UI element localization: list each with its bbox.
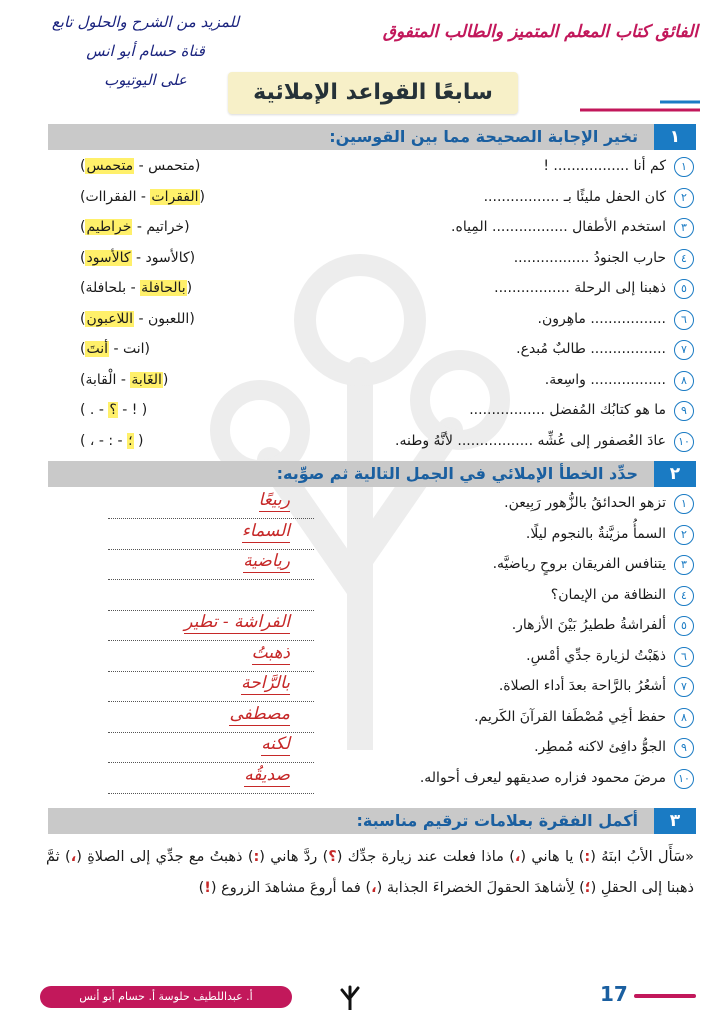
question-number: ٩ (674, 401, 694, 421)
question-text: أشعُرُ بالرَّاحة بعدَ أداء الصلاة. (498, 678, 666, 694)
option-text: - بلحافلة) (80, 280, 141, 296)
question-text: ألفراشةُ ططيرُ بَيْنَ الأزهار. (511, 617, 666, 633)
question-text: ذهبنا إلى الرحلة ................. (494, 280, 666, 296)
question-text: السمأُ مزيَّنةٌ بالنجوم ليلًا. (525, 525, 666, 542)
paragraph-text: ) فما أروعَ مشاهدَ الزروع ( (210, 880, 372, 896)
question-row (44, 367, 696, 398)
paragraph-text: ) لِأشاهدَ الحقولَ الخضراءَ الجذابة ( (376, 880, 585, 896)
option-text: - . ) (80, 402, 109, 418)
question-number: ٣ (674, 218, 694, 238)
question-number: ٣ (674, 555, 694, 575)
question-row (44, 765, 696, 796)
option-text: ) (80, 341, 86, 357)
selected-option: أنتَ (86, 341, 109, 357)
handwritten-answer: صديقُه (244, 764, 290, 785)
selected-option: كالأسود (86, 249, 131, 266)
section-2-header (48, 461, 696, 487)
question-text: استخدم الأطفال ................. المِياه. (451, 219, 666, 235)
selected-option: ؛ (128, 432, 133, 449)
question-number: ١٠ (674, 769, 694, 789)
chapter-title-box (228, 72, 518, 114)
answer-line (108, 490, 314, 519)
selected-option: خراطيم (86, 219, 132, 235)
question-text: الجوُّ دافِئ لاكنه مُمطِر. (534, 739, 666, 755)
question-text: ................. واسِعة. (544, 371, 666, 388)
question-number: ٥ (674, 616, 694, 636)
section-1-header (48, 124, 696, 150)
question-text: حارب الجنودُ ................. (513, 249, 666, 266)
question-row (44, 306, 696, 337)
answer-options (80, 215, 190, 239)
book-title: الفائق كتاب المعلم المتميز والطالب المتفوق (382, 22, 698, 42)
question-row (44, 612, 696, 643)
punctuation-paragraph (46, 842, 694, 904)
answer-options (80, 154, 200, 178)
question-row (44, 275, 696, 306)
punctuation-answer: ! (204, 880, 211, 896)
answer-options (80, 276, 192, 300)
question-number: ٧ (674, 677, 694, 697)
selected-option: متحمس (86, 158, 134, 174)
paragraph-text: ) ماذا فعلت عند زيارة جدِّك ( (336, 849, 515, 865)
page-number-stripe (634, 994, 696, 998)
corner-stripe-icon (580, 96, 700, 116)
section-number: ٢ (654, 461, 696, 487)
punctuation-answer: ؛ (584, 880, 591, 896)
paragraph-text: ) يا هاني ( (520, 849, 585, 865)
answer-line (108, 521, 314, 550)
handwritten-note-line: للمزيد من الشرح والحلول تابع (51, 13, 240, 31)
question-row (44, 214, 696, 245)
answer-options (80, 398, 147, 422)
question-text: كم أنا ................. ! (543, 158, 666, 174)
section-title: أكمل الفقرة بعلامات ترقيم مناسبة: (356, 811, 638, 830)
paragraph-text: ) ذهبتُ مع جدِّي إلى الصلاةِ ( (76, 849, 254, 865)
answer-line (108, 673, 314, 702)
question-text: عادَ العُصفور إلى عُشِّه ................. لأنَّهُ وطنه. (395, 432, 666, 449)
answer-options (80, 307, 195, 331)
option-text: ( ! - (117, 402, 148, 418)
option-text: - الْقابة) (80, 371, 131, 388)
question-text: مرضَ محمود فزاره صديقهو ليعرف أحواله. (419, 769, 666, 786)
option-text: (متحمس - (134, 158, 201, 174)
section-number: ٣ (654, 808, 696, 834)
question-row (44, 643, 696, 674)
question-row (44, 490, 696, 521)
question-row (44, 428, 696, 459)
answer-options (80, 368, 168, 392)
handwritten-note-line: قناة حسام أبو انس (86, 42, 205, 60)
question-number: ٩ (674, 738, 694, 758)
question-number: ٤ (674, 586, 694, 606)
handwritten-answer: بالرَّاحة (241, 673, 290, 693)
question-row (44, 673, 696, 704)
question-number: ٨ (674, 708, 694, 728)
option-text: ( (199, 188, 206, 205)
section-title: حدِّد الخطأ الإملائي في الجمل التالية ثم صوِّبه: (276, 464, 638, 483)
question-text: ................. طالبٌ مُبدع. (516, 341, 666, 357)
question-row (44, 521, 696, 552)
option-text: ( (186, 280, 193, 296)
answer-options (80, 246, 195, 270)
question-number: ٢ (674, 188, 694, 208)
authors-text: أ. عبداللطيف حلوسة أ. حسام أبو أنس (79, 990, 253, 1003)
handwritten-answer: مصطفى (229, 703, 290, 724)
paragraph-text: ) ردَّ هاني ( (259, 849, 329, 865)
answer-line (108, 734, 314, 763)
question-text: حفظ أخِي مُصْطَفا القرآنَ الكَريم. (474, 708, 666, 725)
handwritten-answer: الفراشة - تطير (184, 612, 290, 632)
option-text: ) (80, 219, 86, 235)
question-number: ١ (674, 494, 694, 514)
section-number: ١ (654, 124, 696, 150)
option-text: (انت - (109, 341, 150, 357)
selected-option: بالحافلة (141, 280, 186, 296)
option-text: ) (80, 158, 86, 174)
answer-options (80, 337, 150, 361)
question-text: تزهو الحدائقُ بالزُّهور رَبِيعن. (504, 495, 666, 511)
question-text: ................. ماهِرون. (537, 310, 666, 327)
question-text: ما هو كتابُك المُفضل ................. (469, 402, 666, 418)
selected-option: الفقرات (151, 188, 199, 205)
selected-option: اللاعبون (86, 310, 134, 327)
question-row (44, 704, 696, 735)
question-number: ٦ (674, 647, 694, 667)
handwritten-answer: ربيعًا (258, 490, 290, 510)
question-number: ٦ (674, 310, 694, 330)
option-text: ) (80, 249, 86, 266)
question-row (44, 336, 696, 367)
question-text: يتنافس الفريقان بروحٍ رياضيَّه. (492, 556, 666, 572)
handwritten-note-line: على اليوتيوب (104, 71, 187, 89)
question-row (44, 734, 696, 765)
selected-option: الغَابة (131, 371, 162, 388)
section-3-header (48, 808, 696, 834)
option-text: ) (80, 310, 86, 327)
option-text: ( (133, 432, 144, 449)
answer-options (80, 429, 143, 453)
answer-line (108, 643, 314, 672)
chapter-title: سابعًا القواعد الإملائية (253, 80, 493, 105)
handwritten-answer: رياضية (243, 551, 290, 571)
punctuation-answer: ، (371, 880, 377, 896)
handwritten-answer: ذهبتُ (251, 642, 290, 663)
answer-line (108, 612, 314, 641)
paragraph-text: ) ثمَّ ذهبنا إلى الحقلِ ( (46, 849, 694, 896)
question-row (44, 582, 696, 613)
handwritten-answer: لكنه (261, 734, 290, 754)
answer-line (108, 704, 314, 733)
question-number: ٢ (674, 525, 694, 545)
paragraph-text: «سَأَل الأبُ ابنَهُ ( (590, 849, 695, 865)
punctuation-answer: ، (514, 849, 521, 865)
question-number: ١ (674, 157, 694, 177)
answer-line (108, 582, 314, 611)
question-number: ٤ (674, 249, 694, 269)
question-text: ذهَبْتُ لزيارة جدِّي أمْسِ. (526, 647, 666, 664)
option-text: (اللعبون - (134, 310, 195, 327)
paragraph-text: ) (198, 880, 205, 896)
section-2-questions (44, 490, 696, 795)
question-number: ٨ (674, 371, 694, 391)
selected-option: ؟ (109, 402, 117, 418)
punctuation-answer: : (253, 849, 260, 865)
question-row (44, 551, 696, 582)
section-1-questions (44, 153, 696, 458)
answer-line (108, 765, 314, 794)
option-text: - : - ، ) (80, 432, 128, 449)
punctuation-answer: ؟ (328, 849, 337, 865)
question-row (44, 184, 696, 215)
answer-line (108, 551, 314, 580)
page-number: 17 (600, 982, 628, 1006)
option-text: (كالأسود - (131, 249, 196, 266)
section-title: تخير الإجابة الصحيحة مما بين القوسين: (329, 127, 638, 146)
option-text: - الفقراات) (80, 188, 151, 205)
question-number: ١٠ (674, 432, 694, 452)
tree-logo-icon (337, 984, 363, 1010)
option-text: ( (162, 371, 169, 388)
question-number: ٧ (674, 340, 694, 360)
question-number: ٥ (674, 279, 694, 299)
question-row (44, 153, 696, 184)
question-text: كان الحفل مليئًا بـ ................. (483, 188, 666, 205)
answer-options (80, 185, 205, 209)
punctuation-answer: ، (70, 849, 77, 865)
option-text: (خراتيم - (132, 219, 190, 235)
question-row (44, 245, 696, 276)
handwritten-answer: السماء (241, 520, 290, 541)
punctuation-answer: : (584, 849, 591, 865)
authors-footer (40, 986, 292, 1008)
question-text: النظافة من الإيمان؟ (550, 586, 666, 603)
question-row (44, 397, 696, 428)
